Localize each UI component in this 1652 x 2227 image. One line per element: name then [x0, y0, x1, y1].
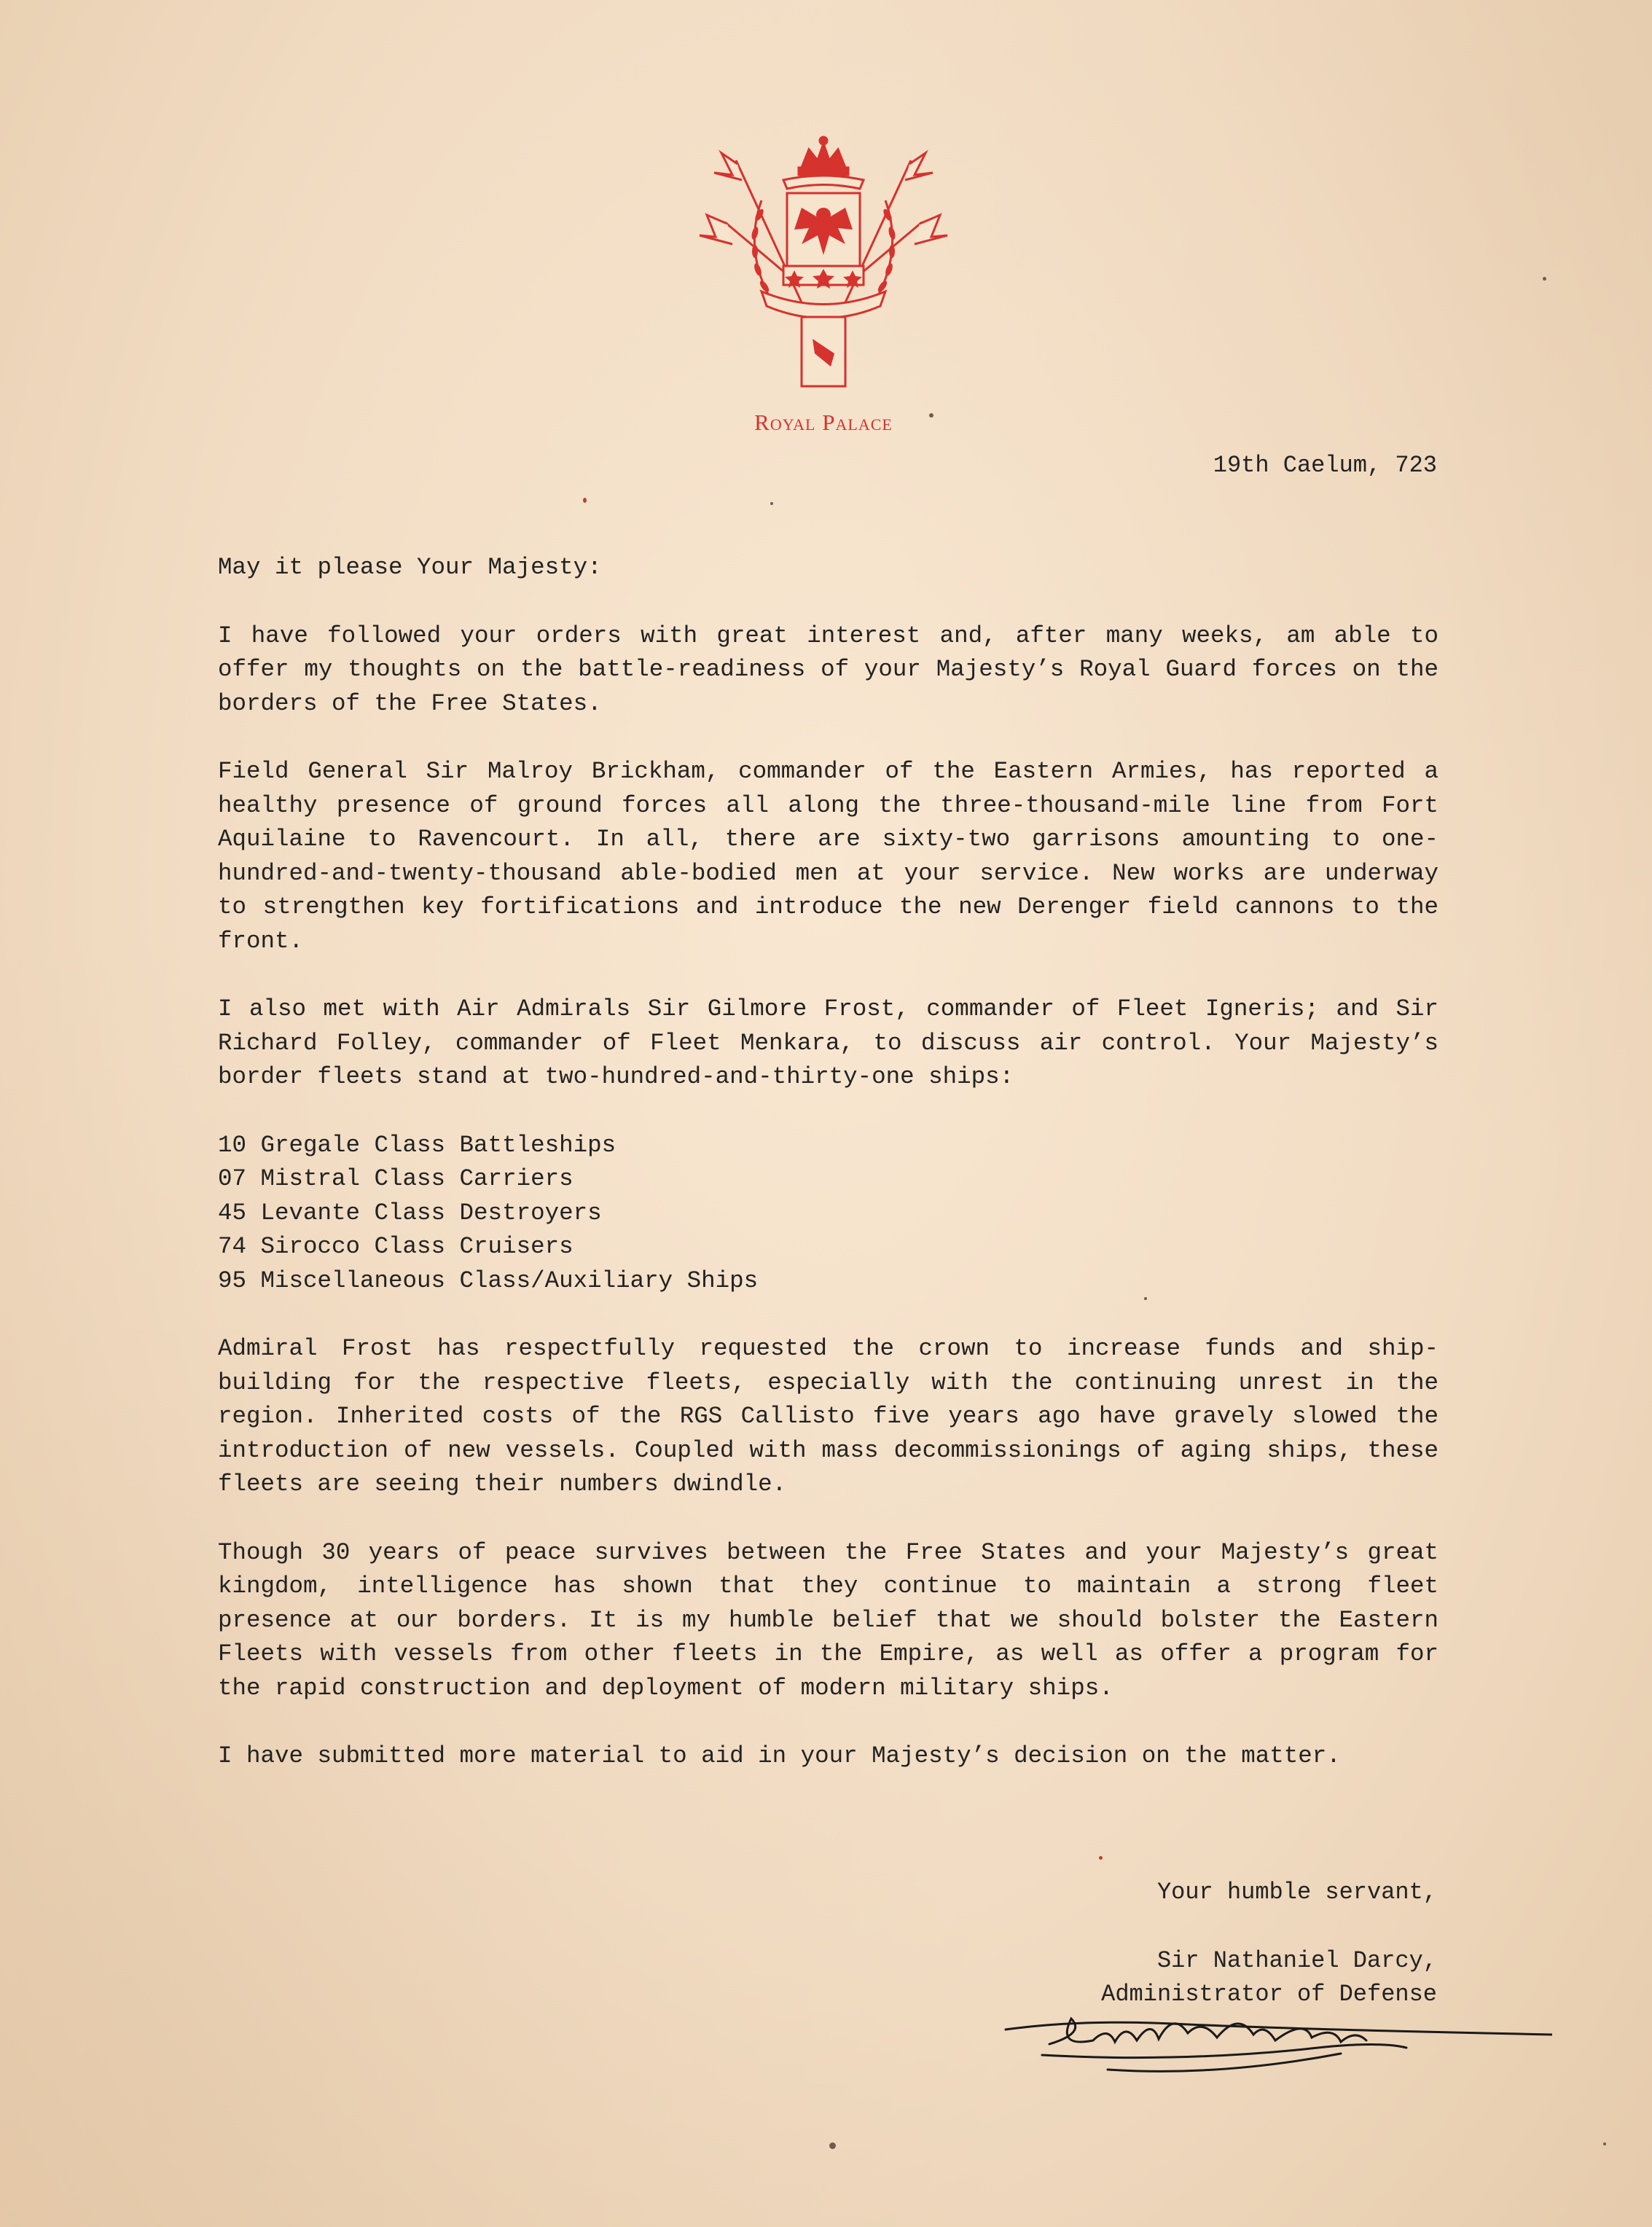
- paper-speck: [1543, 277, 1546, 281]
- letter-date: 19th Caelum, 723: [1213, 452, 1437, 479]
- paragraph-air-control: I also met with Air Admirals Sir Gilmore Frost, commander of Fleet Igneris; and Sir Richard Folley, commander of Fleet Menkara, to discuss air control. Your Majesty’s border fleets stand at two-hundred-and-thirty-one ships:: [218, 995, 1438, 1090]
- paragraph-funding-request: Admiral Frost has respectfully requested the crown to increase funds and ship-building for the respective fleets, especially with the continuing unrest in the region. Inherited costs of the RGS Callisto five years ago have gravely slowed the introduction of new vessels. Coupled with mass decommissionings of aging ships, these fleets are seeing their numbers dwindle.: [218, 1335, 1438, 1498]
- signer-name: Sir Nathaniel Darcy,: [1156, 1946, 1437, 1974]
- handwritten-signature-icon: [998, 1989, 1552, 2091]
- list-item: 07 Mistral Class Carriers: [218, 1165, 573, 1192]
- signer-title: Administrator of Defense: [1101, 1981, 1437, 2008]
- paper-speck: [929, 413, 933, 418]
- paper-speck: [1603, 2142, 1606, 2145]
- fleet-list: [218, 1129, 1438, 1299]
- letterhead-label: Royal Palace: [754, 410, 893, 435]
- paragraph-submission: I have submitted more material to aid in your Majesty’s decision on the matter.: [218, 1742, 1341, 1769]
- paragraph-ground-forces: Field General Sir Malroy Brickham, commander of the Eastern Armies, has reported a healthy presence of ground forces all along the three-thousand-mile line from Fort Aquilaine to Ravencourt. In all, there are sixty-two garrisons amounting to one-hundred-and-twenty-thousand able-bodied men at your service. New works are underway to strengthen key fortifications and introduce the new Derenger field cannons to the front.: [218, 758, 1438, 955]
- valediction: Your humble servant,: [1156, 1879, 1437, 1906]
- paper-speck: [770, 502, 773, 505]
- letter-body: [218, 551, 1438, 1808]
- salutation: May it please Your Majesty:: [218, 554, 602, 581]
- paper-speck: [1099, 1856, 1103, 1860]
- list-item: 45 Levante Class Destroyers: [218, 1199, 602, 1226]
- paper-speck: [1144, 1297, 1147, 1300]
- list-item: 74 Sirocco Class Cruisers: [218, 1233, 573, 1260]
- paper-speck: [829, 2142, 836, 2149]
- list-item: 95 Miscellaneous Class/Auxiliary Ships: [218, 1267, 759, 1294]
- paragraph-recommendation: Though 30 years of peace survives between the Free States and your Majesty’s great kingdom, intelligence has shown that they continue to maintain a strong fleet presence at our borders. It is my humble belief that we should bolster the Eastern Fleets with vessels from other fleets in the Empire, as well as offer a program for the rapid construction and deployment of modern military ships.: [218, 1538, 1438, 1702]
- paragraph-orders: I have followed your orders with great interest and, after many weeks, am able to offer my thoughts on the battle-readiness of your Majesty’s Royal Guard forces on the borders of the Free States.: [218, 622, 1438, 717]
- paper-speck: [583, 498, 587, 503]
- list-item: 10 Gregale Class Battleships: [218, 1131, 616, 1159]
- royal-crest-icon: [692, 135, 955, 404]
